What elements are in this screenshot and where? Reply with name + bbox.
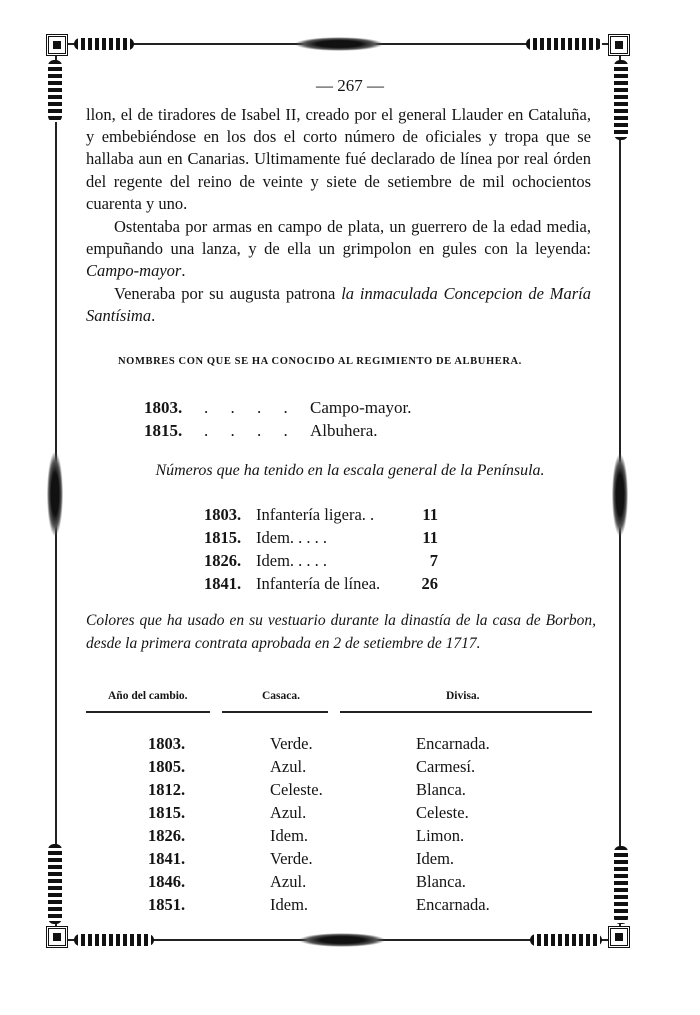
numbers-value: 26 bbox=[421, 574, 438, 593]
table-header-rule bbox=[340, 711, 592, 713]
table-header-divisa: Divisa. bbox=[446, 690, 480, 702]
numbers-label: Infantería ligera. . bbox=[256, 505, 375, 524]
numbers-list-item bbox=[204, 505, 438, 525]
table-header-casaca: Casaca. bbox=[262, 690, 301, 702]
page-number: — 267 — bbox=[316, 76, 384, 95]
cell-casaca: Verde. bbox=[270, 849, 313, 868]
numbers-year: 1841. bbox=[204, 574, 242, 593]
patron-name: la inmaculada Concepcion de María Santísima bbox=[86, 284, 591, 326]
cell-casaca: Idem. bbox=[270, 826, 309, 845]
corner-ornament-top-right bbox=[608, 34, 630, 56]
numbers-value: 11 bbox=[422, 528, 438, 547]
corner-ornament-bottom-right bbox=[608, 926, 630, 948]
cell-year: 1846. bbox=[148, 872, 186, 891]
cell-year: 1815. bbox=[148, 803, 186, 822]
top-center-ornament bbox=[294, 37, 384, 51]
numbers-list-item bbox=[204, 528, 438, 548]
arms-text: Ostentaba por armas en campo de plata, un guerrero de la edad media, empuñando una lanza, y de ella un grimpolon en gules con la leyenda: bbox=[86, 217, 591, 259]
table-header-year: Año del cambio. bbox=[108, 690, 188, 702]
patron-intro: Veneraba por su augusta patrona bbox=[114, 284, 336, 303]
numbers-label: Idem. . . . . bbox=[256, 528, 328, 547]
numbers-year: 1815. bbox=[204, 528, 242, 547]
body-paragraph-3: Veneraba por su augusta patrona la inmaculada Concepcion de María Santísima. bbox=[86, 284, 591, 326]
names-year: 1815. bbox=[144, 421, 183, 440]
cell-year: 1841. bbox=[148, 849, 186, 868]
cell-casaca: Azul. bbox=[270, 803, 307, 822]
names-name: Campo-mayor. bbox=[310, 398, 412, 417]
cell-casaca: Azul. bbox=[270, 757, 307, 776]
table-header-rule bbox=[222, 711, 328, 713]
numbers-value: 11 bbox=[422, 505, 438, 524]
top-right-scroll-ornament bbox=[526, 38, 602, 50]
bottom-left-scroll-ornament bbox=[74, 934, 154, 946]
cell-divisa: Limon. bbox=[416, 826, 465, 845]
cell-casaca: Idem. bbox=[270, 895, 309, 914]
numbers-list-item bbox=[204, 574, 438, 594]
names-year: 1803. bbox=[144, 398, 183, 417]
body-paragraph-2: Ostentaba por armas en campo de plata, un guerrero de la edad media, empuñando una lanza, y de ella un grimpolon en gules con la leyenda: Campo-mayor. bbox=[86, 217, 591, 281]
corner-ornament-top-left bbox=[46, 34, 68, 56]
cell-divisa: Encarnada. bbox=[416, 895, 490, 914]
cell-casaca: Verde. bbox=[270, 734, 313, 753]
names-list-item bbox=[144, 421, 378, 441]
numbers-label: Idem. . . . . bbox=[256, 551, 328, 570]
cell-casaca: Azul. bbox=[270, 872, 307, 891]
cell-casaca: Celeste. bbox=[270, 780, 323, 799]
names-name: Albuhera. bbox=[310, 421, 378, 440]
cell-divisa: Celeste. bbox=[416, 803, 469, 822]
numbers-label: Infantería de línea. bbox=[256, 574, 381, 593]
corner-ornament-bottom-left bbox=[46, 926, 68, 948]
numbers-heading: Números que ha tenido en la escala general de la Península. bbox=[155, 462, 545, 479]
cell-year: 1805. bbox=[148, 757, 186, 776]
numbers-year: 1826. bbox=[204, 551, 242, 570]
cell-divisa: Idem. bbox=[416, 849, 455, 868]
left-bottom-scroll-ornament bbox=[48, 844, 62, 924]
body-paragraph-1: llon, el de tiradores de Isabel II, creado por el general Llauder en Cataluña, y embebiéndose en los dos el corto número de oficiales y tropa que se hallaba aun en Canarias. Ultimamente fué declarado de línea por real órden del regente del reino de veinte y siete de setiembre de mil ochocientos cuarenta y uno. bbox=[86, 105, 591, 213]
cell-divisa: Blanca. bbox=[416, 872, 466, 891]
cell-year: 1803. bbox=[148, 734, 186, 753]
numbers-year: 1803. bbox=[204, 505, 242, 524]
leader-dots: . . . . bbox=[204, 421, 297, 440]
names-heading: NOMBRES CON QUE SE HA CONOCIDO AL REGIMIENTO DE ALBUHERA. bbox=[118, 356, 522, 367]
cell-year: 1851. bbox=[148, 895, 186, 914]
cell-divisa: Carmesí. bbox=[416, 757, 476, 776]
table-header-rule bbox=[86, 711, 210, 713]
right-top-scroll-ornament bbox=[614, 60, 628, 140]
right-bottom-scroll-ornament bbox=[614, 846, 628, 924]
cell-year: 1826. bbox=[148, 826, 186, 845]
cell-divisa: Blanca. bbox=[416, 780, 466, 799]
names-list-item bbox=[144, 398, 412, 418]
numbers-list-item bbox=[204, 551, 438, 571]
colors-intro: Colores que ha usado en su vestuario durante la dinastía de la casa de Borbon, desde la primera contrata aprobada en 2 de setiembre de 1717. bbox=[86, 612, 596, 652]
top-left-scroll-ornament bbox=[74, 38, 134, 50]
cell-year: 1812. bbox=[148, 780, 186, 799]
bottom-center-ornament bbox=[298, 933, 386, 947]
cell-divisa: Encarnada. bbox=[416, 734, 490, 753]
bottom-right-scroll-ornament bbox=[530, 934, 602, 946]
motto-text: Campo-mayor bbox=[86, 261, 182, 281]
leader-dots: . . . . bbox=[204, 398, 297, 417]
numbers-value: 7 bbox=[429, 551, 438, 570]
